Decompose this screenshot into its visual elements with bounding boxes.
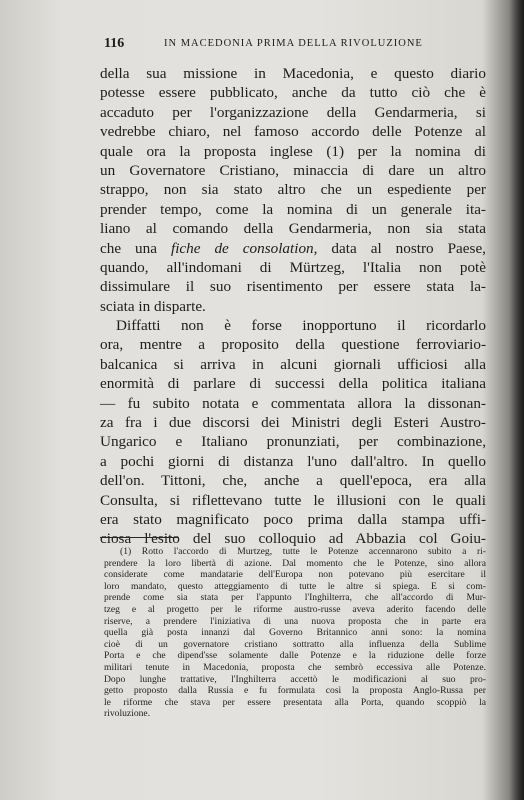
text-line: liano al comando della Gendarmeria, non sia stata: [100, 220, 486, 238]
text-run: che una: [100, 239, 171, 257]
footnote-line: le riforme che stava per essere presentata alla Porta, quando scoppiò la: [104, 696, 486, 708]
footnote-line: prende come sia stata per l'appunto l'Inghilterra, che all'accordo di Mur-: [104, 592, 486, 604]
text-line: a pochi giorni di distanza l'uno dall'altro. In quello: [100, 452, 486, 470]
book-gutter-shadow: [510, 0, 524, 800]
italic-phrase: fiche de consolation: [170, 239, 314, 257]
text-line: Consulta, si riflettevano tutte le illusioni con le quali: [100, 491, 486, 509]
text-line: balcanica si arriva in alcuni giornali ufficiosi alla: [100, 355, 486, 373]
text-line: enormità di parlare di successi della politica italiana: [100, 375, 486, 393]
text-line-with-italic: [100, 239, 486, 258]
page-header: [104, 36, 484, 54]
footnote-line: rivoluzione.: [104, 708, 151, 720]
text-line: dissimulare il suo risentimento per essere stata la-: [100, 278, 486, 296]
text-line: sciata in disparte.: [100, 297, 206, 315]
text-line: za fra i due discorsi dei Ministri degli Esteri Austro-: [100, 414, 486, 432]
footnote-line: quella già posta innanzi dal Governo Britannico anni sono: la nomina: [104, 627, 486, 639]
page-number: 116: [104, 36, 125, 51]
footnote-line: cioè di un governatore cristiano sottratto alla influenza della Sublime: [104, 638, 486, 650]
text-line: potesse essere pubblicato, anche da tutto ciò che è: [100, 84, 486, 102]
text-line: della sua missione in Macedonia, e questo diario: [100, 65, 486, 82]
footnote-line: militari tenute in Macedonia, proposta che sembrò eccessiva alle Potenze.: [104, 661, 486, 673]
footnote-line: (1) Rotto l'accordo di Murtzeg, tutte le Potenze accennarono subito a ri-: [120, 546, 486, 557]
text-line: prender tempo, come la nomina di un generale ita-: [100, 200, 486, 218]
footnote-divider: [100, 537, 178, 538]
main-text: [100, 64, 486, 549]
text-line: era stato magnificato poco prima dalla stampa uffi-: [100, 510, 486, 528]
footnote-line: tzeg e al progetto per le riforme austro-russe aveva aderito facendo delle: [104, 603, 486, 615]
text-line: ora, mentre a proposito della questione ferroviario-: [100, 336, 486, 354]
text-line: quale ora la proposta inglese (1) per la nomina di: [100, 142, 486, 160]
text-line: ciosa l'esito del suo colloquio ad Abbazia col Goiu-: [100, 530, 486, 548]
footnote-line: Porta e che dipend'sse solamente dalle Potenze e la riduzione delle forze: [104, 650, 486, 662]
footnote-line: prendere la loro libertà di azione. Dal momento che le Potenze, sino allora: [104, 557, 486, 569]
text-run: , data al nostro Paese,: [313, 239, 486, 257]
text-line: Diffatti non è forse inopportuno il ricordarlo: [116, 317, 486, 335]
text-line: strappo, non sia stato altro che un espediente per: [100, 181, 486, 199]
text-line: vedrebbe chiaro, nel famoso accordo delle Potenze al: [100, 123, 486, 141]
text-line: — fu subito notata e commentata allora la dissonan-: [100, 394, 486, 412]
text-line: Ungarico e Italiano pronunziati, per combinazione,: [100, 433, 486, 451]
footnote: [104, 546, 486, 720]
footnote-line: riserve, a prendere l'iniziativa di una nuova proposta che in parte era: [104, 615, 486, 627]
footnote-line: Dopo lunghe trattative, l'Inghilterra accettò le modificazioni al suo pro-: [104, 673, 486, 685]
text-line: accaduto per l'organizzazione della Gendarmeria, si: [100, 103, 486, 121]
running-head: IN MACEDONIA PRIMA DELLA RIVOLUZIONE: [164, 38, 423, 49]
text-line: dell'on. Tittoni, che, anche a quell'epoca, era alla: [100, 472, 486, 490]
footnote-line: getto proposto dalla Russia e fu formulata così la proposta Anglo-Russa per: [104, 685, 486, 697]
text-line: un Governatore Cristiano, minaccia di dare un altro: [100, 161, 486, 179]
text-line: quando, all'indomani di Mürtzeg, l'Italia non potè: [100, 258, 486, 276]
footnote-line: considerate come mandatarie dell'Europa non potevano più esercitare il: [104, 569, 486, 581]
footnote-line: loro mandato, questo atteggiamento di tutte le altre si spiega. E si com-: [104, 580, 486, 592]
